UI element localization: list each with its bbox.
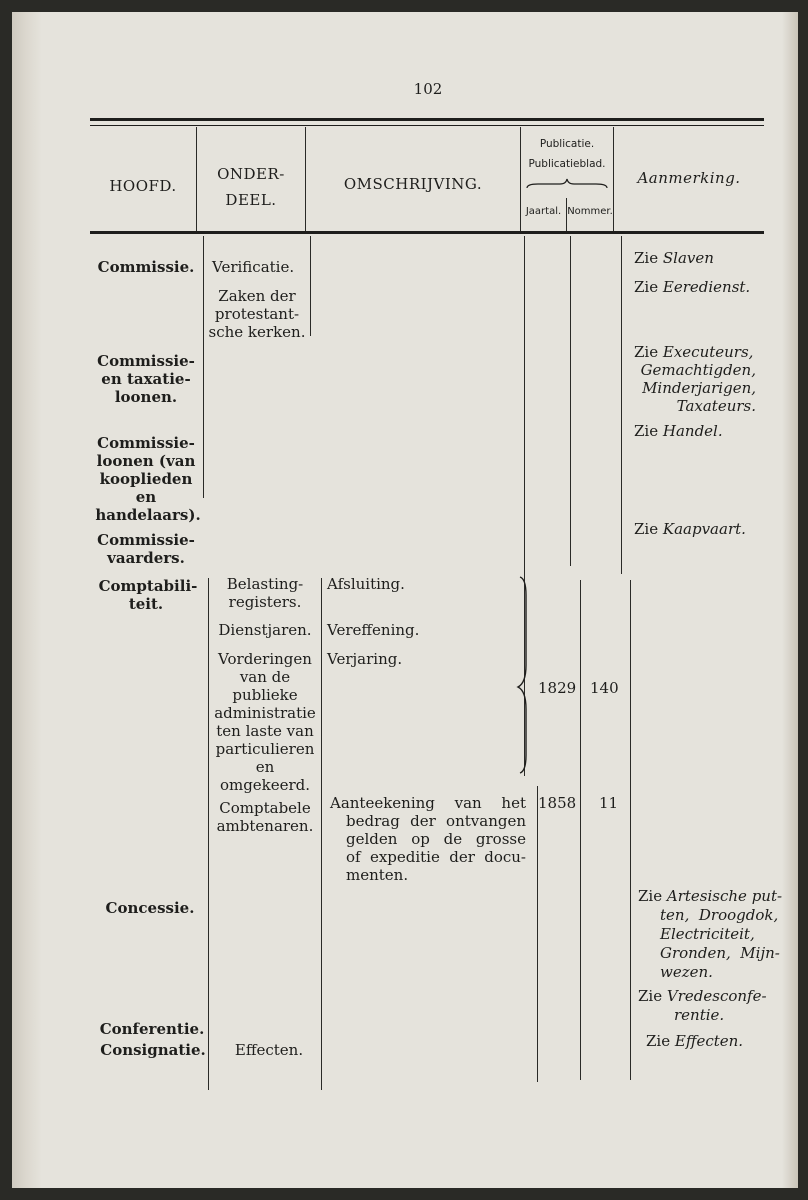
page-number: 102 xyxy=(413,80,443,98)
entry-commissie-zaken-line3: sche kerken. xyxy=(208,323,306,341)
entry-taxatie-hoofd-line3: loonen. xyxy=(114,388,178,406)
comptabiliteit-vorderingen-line1: Vorderingen xyxy=(218,650,312,668)
header-top-rule xyxy=(90,118,764,121)
body-divider-jaartal xyxy=(570,236,571,566)
entry-taxatie-hoofd-line1: Commissie- xyxy=(97,352,195,370)
entry-commissie-hoofd: Commissie. xyxy=(97,258,195,276)
note-concessie-line4: Gronden, Mijn- xyxy=(660,944,780,962)
comptabele-desc-line4: of expeditie der docu- xyxy=(346,848,526,866)
comptabele-desc-line1: Aanteekening van het xyxy=(330,794,526,812)
header-bottom-rule xyxy=(90,231,764,234)
entry-conferentie-hoofd: Conferentie. xyxy=(99,1020,205,1038)
entry-comptabiliteit-hoofd-line1: Comptabili- xyxy=(98,577,198,595)
header-onderdeel-line1: ONDER- xyxy=(217,165,285,183)
header-nommer: Nommer. xyxy=(567,206,613,217)
note-taxatie-line1: Zie Executeurs, xyxy=(634,343,754,361)
entry-comptabiliteit-hoofd-line2: teit. xyxy=(128,595,164,613)
comptabiliteit-vorderingen-line6: particulieren xyxy=(215,740,315,758)
note-taxatie-line4: Taxateurs. xyxy=(676,397,756,415)
note-conferentie-line2: rentie. xyxy=(674,1006,725,1024)
comptabele-year: 1858 xyxy=(538,794,577,812)
comptabiliteit-vorderingen-line7: en xyxy=(255,758,275,776)
entry-kooplieden-hoofd-line5: handelaars). xyxy=(95,506,201,524)
entry-vaarders-hoofd-line2: vaarders. xyxy=(107,549,185,567)
header-top-thin-rule xyxy=(90,125,764,126)
note-commissie-eeredienst: Zie Eeredienst. xyxy=(634,278,751,296)
note-concessie-line2: ten, Droogdok, xyxy=(660,906,779,924)
comptabiliteit-vorderingen-line2: van de xyxy=(239,668,291,686)
comptabiliteit-vorderingen-line3: publieke xyxy=(232,686,298,704)
entry-kooplieden-hoofd-line1: Commissie- xyxy=(97,434,195,452)
entry-kooplieden-hoofd-line3: kooplieden xyxy=(99,470,193,488)
entry-kooplieden-hoofd-line2: loonen (van xyxy=(96,452,196,470)
entry-commissie-zaken-line1: Zaken der xyxy=(218,287,296,305)
comptabiliteit-group-brace-icon xyxy=(508,575,528,775)
header-brace-icon xyxy=(526,178,608,190)
page-right-edge xyxy=(782,12,798,1188)
comptabiliteit-dienstjaren: Dienstjaren. xyxy=(218,621,312,639)
header-omschrijving: OMSCHRIJVING. xyxy=(343,175,483,193)
entry-consignatie-effecten: Effecten. xyxy=(234,1041,304,1059)
note-taxatie-line2: Gemachtigden, xyxy=(640,361,756,379)
note-concessie-line5: wezen. xyxy=(660,963,713,981)
entry-kooplieden-hoofd-line4: en xyxy=(135,488,157,506)
note-commissie-slaven: Zie Slaven xyxy=(634,249,714,267)
body-divider-omschrijving-lower xyxy=(537,786,538,1082)
entry-commissie-zaken-line2: protestant- xyxy=(214,305,300,323)
entry-vaarders-hoofd-line1: Commissie- xyxy=(97,531,195,549)
note-kooplieden-handel: Zie Handel. xyxy=(634,422,723,440)
body-divider-nommer xyxy=(621,236,622,574)
header-publicatieblad: Publicatieblad. xyxy=(528,158,606,170)
body-divider-jaartal-lower xyxy=(580,580,581,1080)
header-hoofd: HOOFD. xyxy=(109,177,177,195)
comptabiliteit-belasting-line2: registers. xyxy=(228,593,302,611)
comptabiliteit-belasting-line1: Belasting- xyxy=(226,575,304,593)
body-divider-onderdeel xyxy=(310,236,311,336)
comptabiliteit-verjaring: Verjaring. xyxy=(327,650,403,668)
comptabiliteit-vorderingen-line4: administratie xyxy=(214,704,316,722)
comptabiliteit-vereffening: Vereffening. xyxy=(327,621,420,639)
comptabele-desc-line5: menten. xyxy=(346,866,409,884)
entry-taxatie-hoofd-line2: en taxatie- xyxy=(101,370,191,388)
comptabiliteit-vorderingen-line8: omgekeerd. xyxy=(219,776,311,794)
entry-commissie-verificatie: Verificatie. xyxy=(212,258,295,276)
note-consignatie-effecten: Zie Effecten. xyxy=(646,1032,744,1050)
header-onderdeel-line2: DEEL. xyxy=(225,191,277,209)
comptabiliteit-group-year: 1829 xyxy=(538,679,577,697)
note-conferentie-line1: Zie Vredesconfe- xyxy=(638,987,767,1005)
comptabiliteit-group-number: 140 xyxy=(590,679,619,697)
note-taxatie-line3: Minderjarigen, xyxy=(642,379,756,397)
body-divider-onderdeel-lower xyxy=(321,578,322,1090)
comptabele-line2: ambtenaren. xyxy=(216,817,314,835)
entry-concessie-hoofd: Concessie. xyxy=(105,899,195,917)
entry-consignatie-hoofd: Consignatie. xyxy=(100,1041,206,1059)
comptabele-desc-line2: bedrag der ontvangen xyxy=(346,812,526,830)
body-divider-nommer-lower xyxy=(630,580,631,1080)
comptabiliteit-vorderingen-line5: ten laste van xyxy=(216,722,314,740)
page-gutter-shadow xyxy=(12,12,42,1188)
header-jaartal: Jaartal. xyxy=(525,206,562,217)
header-aanmerking: Aanmerking. xyxy=(637,169,741,187)
header-publicatie: Publicatie. xyxy=(539,138,595,150)
comptabele-number: 11 xyxy=(599,794,619,812)
comptabele-desc-line3: gelden op de grosse xyxy=(346,830,526,848)
note-concessie-line3: Electriciteit, xyxy=(660,925,755,943)
comptabele-line1: Comptabele xyxy=(219,799,311,817)
note-concessie-line1: Zie Artesische put- xyxy=(638,887,783,905)
note-vaarders-kaapvaart: Zie Kaapvaart. xyxy=(634,520,746,538)
comptabiliteit-afsluiting: Afsluiting. xyxy=(327,575,405,593)
